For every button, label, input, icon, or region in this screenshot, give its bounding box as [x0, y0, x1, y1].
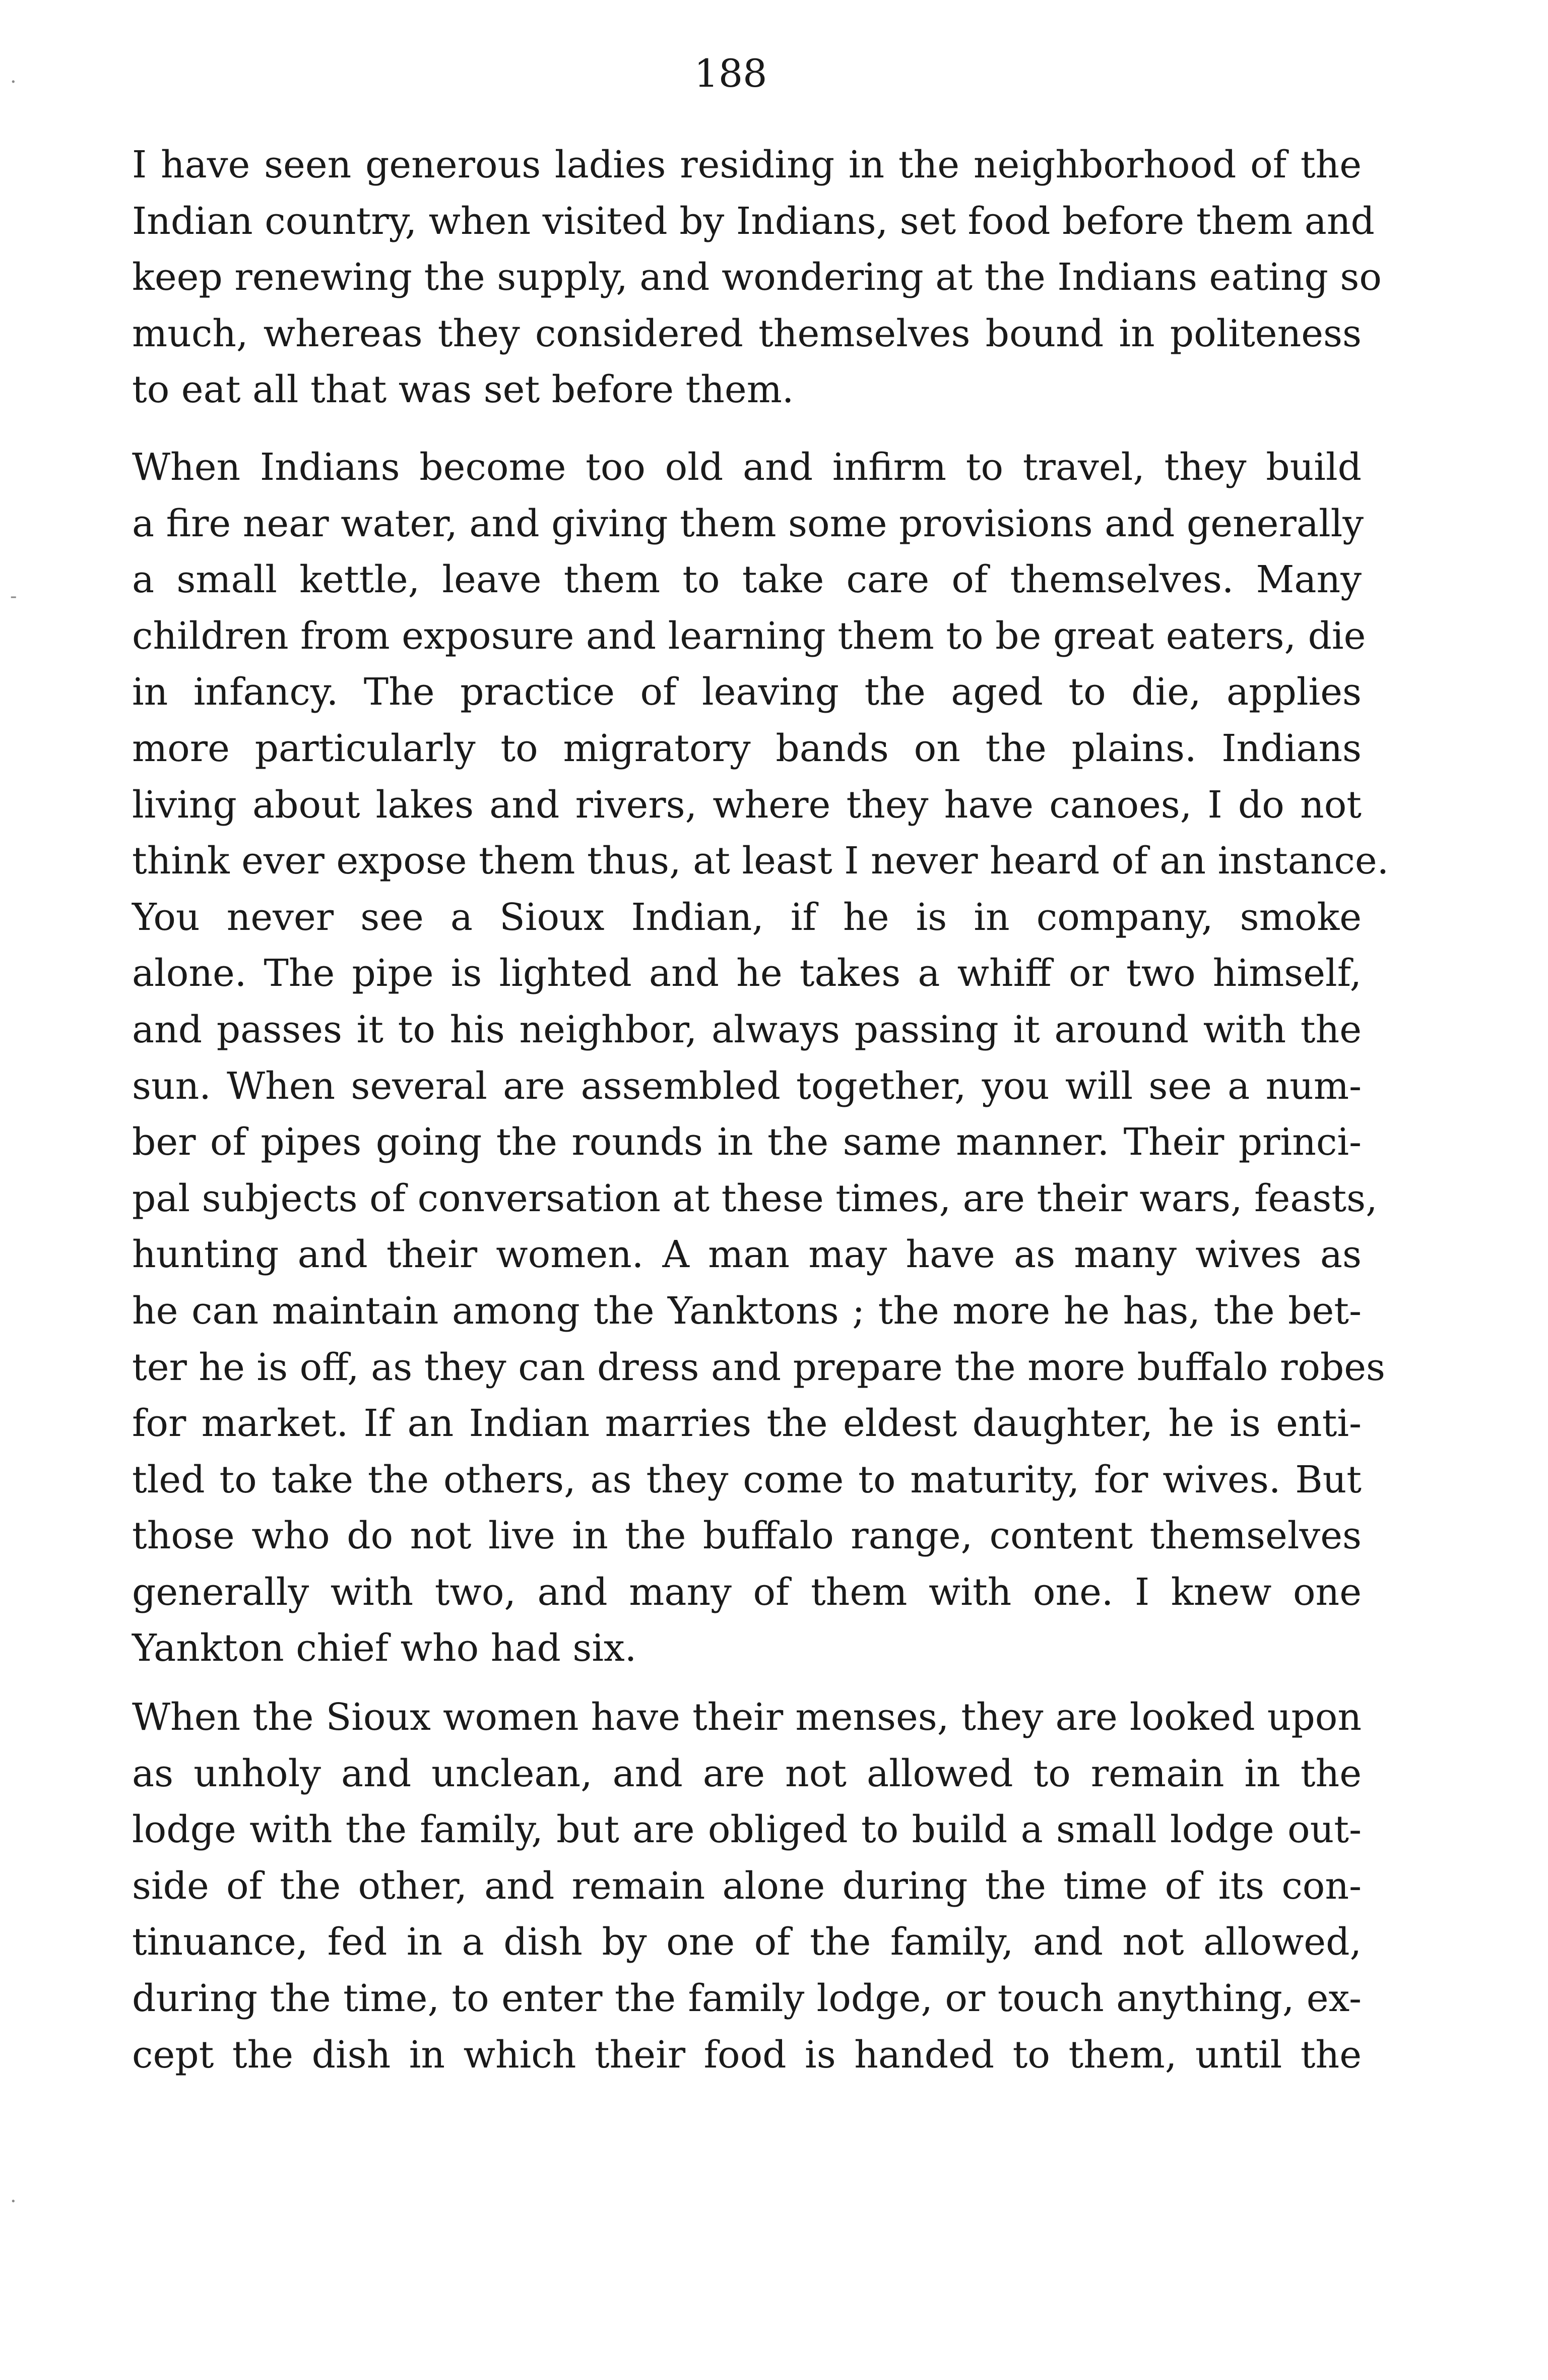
text-line: alone. The pipe is lighted and he takes a whiff or two himself,	[132, 952, 1362, 995]
text-line: keep renewing the supply, and wondering at the Indians eating so	[132, 256, 1382, 299]
text-line: lodge with the family, but are obliged to build a small lodge out-	[132, 1808, 1362, 1852]
text-line: sun. When several are assembled together, you will see a num-	[132, 1064, 1362, 1108]
paragraph-2	[132, 440, 1389, 1677]
text-line: hunting and their women. A man may have as many wives as	[132, 1233, 1362, 1277]
text-line: side of the other, and remain alone during the time of its con-	[132, 1864, 1362, 1908]
scan-mark: -	[10, 585, 17, 608]
text-line: tled to take the others, as they come to maturity, for wives. But	[132, 1458, 1362, 1501]
text-line: When Indians become too old and infirm to travel, they build	[132, 446, 1362, 489]
text-line: more particularly to migratory bands on the plains. Indians	[132, 726, 1362, 770]
text-line: Indian country, when visited by Indians, set food before them and	[132, 199, 1375, 243]
text-line: Yankton chief who had six.	[132, 1626, 637, 1670]
text-line: think ever expose them thus, at least I never heard of an instance.	[132, 839, 1389, 883]
paragraph-3	[132, 1689, 1362, 2083]
text-line: ter he is off, as they can dress and prepare the more buffalo robes	[132, 1345, 1386, 1389]
text-line: in infancy. The practice of leaving the aged to die, applies	[132, 670, 1362, 714]
text-line: pal subjects of conversation at these times, are their wars, feasts,	[132, 1176, 1378, 1220]
text-line: tinuance, fed in a dish by one of the family, and not allowed,	[132, 1920, 1362, 1964]
text-line: to eat all that was set before them.	[132, 368, 794, 412]
text-line: ber of pipes going the rounds in the same manner. Their princi-	[132, 1120, 1362, 1164]
scan-mark: ·	[10, 2190, 17, 2213]
text-line: children from exposure and learning them to be great eaters, die	[132, 614, 1366, 658]
text-line: much, whereas they considered themselves bound in politeness	[132, 311, 1362, 355]
text-line: and passes it to his neighbor, always passing it around with the	[132, 1008, 1362, 1051]
text-line: during the time, to enter the family lodge, or touch anything, ex-	[132, 1976, 1362, 2020]
text-line: living about lakes and rivers, where they have canoes, I do not	[132, 783, 1362, 827]
text-line: You never see a Sioux Indian, if he is in company, smoke	[132, 895, 1362, 939]
text-line: as unholy and unclean, and are not allowed to remain in the	[132, 1751, 1362, 1795]
text-line: cept the dish in which their food is handed to them, until the	[132, 2033, 1362, 2077]
page-number: 188	[694, 51, 767, 96]
text-line: a small kettle, leave them to take care of themselves. Many	[132, 558, 1362, 602]
text-line: for market. If an Indian marries the eldest daughter, he is enti-	[132, 1402, 1362, 1446]
text-line: When the Sioux women have their menses, they are looked upon	[132, 1696, 1362, 1739]
scan-mark: ·	[10, 71, 17, 94]
paragraph-1	[132, 137, 1382, 418]
text-line: he can maintain among the Yanktons ; the more he has, the bet-	[132, 1289, 1362, 1333]
text-line: those who do not live in the buffalo range, content themselves	[132, 1514, 1362, 1558]
text-line: a fire near water, and giving them some provisions and generally	[132, 502, 1364, 545]
text-line: I have seen generous ladies residing in the neighborhood of the	[132, 143, 1362, 186]
text-line: generally with two, and many of them with one. I knew one	[132, 1570, 1362, 1614]
